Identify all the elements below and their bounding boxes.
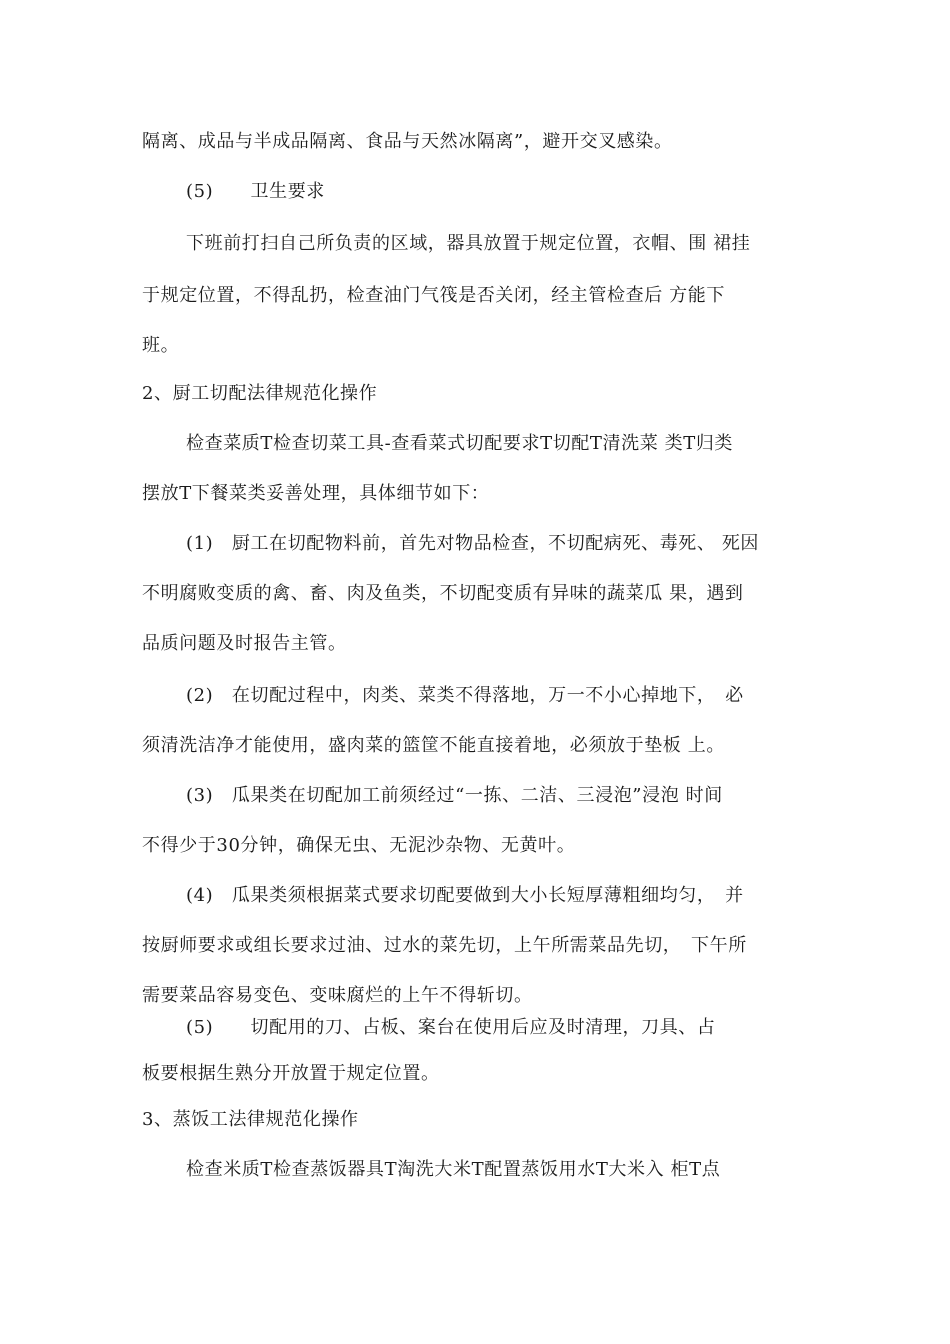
text-line: 检查米质T检查蒸饭器具T淘洗大米T配置蒸饭用水T大米入 柜T点	[186, 1159, 721, 1180]
text-line: 须清洗洁净才能使用，盛肉菜的篮筐不能直接着地，必须放于垫板 上。	[142, 735, 725, 756]
text-line: 下班前打扫自己所负责的区域，器具放置于规定位置，衣帽、围 裙挂	[186, 233, 751, 254]
text-line: (2) 在切配过程中，肉类、菜类不得落地，万一不小心掉地下， 必	[186, 685, 744, 706]
text-line: 检查菜质T检查切菜工具-查看菜式切配要求T切配T清洗菜 类T归类	[186, 433, 734, 454]
text-line: (5) 切配用的刀、占板、案台在使用后应及时清理，刀具、占	[186, 1017, 716, 1038]
text-line: 按厨师要求或组长要求过油、过水的菜先切，上午所需菜品先切， 下午所	[142, 935, 747, 956]
text-line: (4) 瓜果类须根据菜式要求切配要做到大小长短厚薄粗细均匀， 并	[186, 885, 744, 906]
section-heading: (5) 卫生要求	[186, 181, 325, 202]
text-line: (1) 厨工在切配物料前，首先对物品检查，不切配病死、毒死、 死因	[186, 533, 760, 554]
text-line: (3) 瓜果类在切配加工前须经过“一拣、二洁、三浸泡”浸泡 时间	[186, 785, 723, 806]
text-line: 需要菜品容易变色、变味腐烂的上午不得斩切。	[142, 985, 533, 1006]
text-line: 班。	[142, 335, 180, 356]
text-line: 板要根据生熟分开放置于规定位置。	[142, 1063, 440, 1084]
text-line: 品质问题及时报告主管。	[142, 633, 347, 654]
section-heading: 3、蒸饭工法律规范化操作	[142, 1109, 359, 1130]
text-line: 于规定位置，不得乱扔，检查油门气筏是否关闭，经主管检查后 方能下	[142, 285, 725, 306]
text-line: 不明腐败变质的禽、畜、肉及鱼类，不切配变质有异味的蔬菜瓜 果，遇到	[142, 583, 744, 604]
text-line: 不得少于30分钟，确保无虫、无泥沙杂物、无黄叶。	[142, 835, 576, 856]
section-heading: 2、厨工切配法律规范化操作	[142, 383, 378, 404]
text-line: 隔离、成品与半成品隔离、食品与天然冰隔离”，避开交叉感染。	[142, 131, 673, 152]
text-line: 摆放T下餐菜类妥善处理，具体细节如下：	[142, 483, 490, 504]
